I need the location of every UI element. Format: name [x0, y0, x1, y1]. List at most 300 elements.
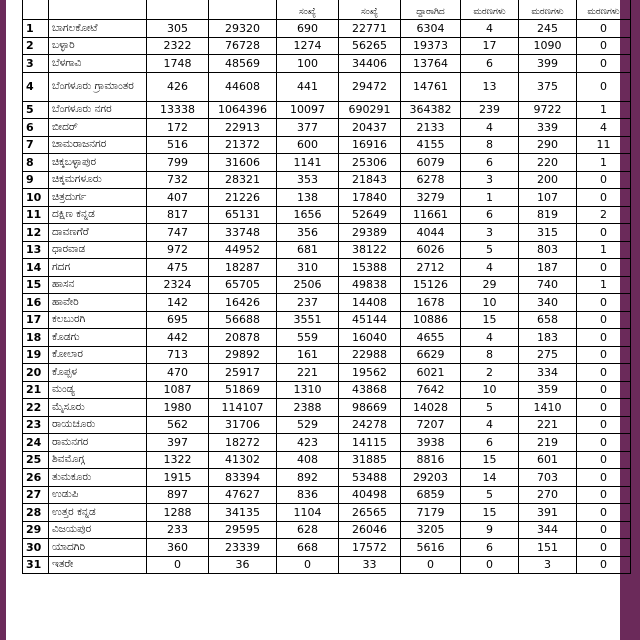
value-cell-c5: 0 [401, 556, 461, 574]
district-name-cell: ಚಾಮರಾಜನಗರ [49, 136, 147, 154]
value-cell-c7: 9722 [519, 101, 577, 119]
serial-number-cell: 19 [23, 346, 49, 364]
value-cell-c2: 33748 [209, 224, 277, 242]
value-cell-c1: 233 [147, 521, 209, 539]
value-cell-c7: 1410 [519, 399, 577, 417]
value-cell-c4: 26046 [339, 521, 401, 539]
serial-number-cell: 27 [23, 486, 49, 504]
value-cell-c2: 29320 [209, 20, 277, 38]
serial-number-cell: 17 [23, 311, 49, 329]
value-cell-c8: 0 [577, 329, 631, 347]
value-cell-c6: 4 [461, 259, 519, 277]
value-cell-c6: 6 [461, 55, 519, 73]
serial-number-cell: 24 [23, 434, 49, 452]
value-cell-c6: 5 [461, 399, 519, 417]
table-row [23, 364, 631, 382]
district-name-cell: ಬೆಂಗಳೂರು ನಗರ [49, 101, 147, 119]
value-cell-c7: 334 [519, 364, 577, 382]
value-cell-c8: 0 [577, 311, 631, 329]
value-cell-c5: 29203 [401, 469, 461, 487]
table-row [23, 206, 631, 224]
value-cell-c2: 65131 [209, 206, 277, 224]
value-cell-c1: 475 [147, 259, 209, 277]
value-cell-c5: 6278 [401, 171, 461, 189]
value-cell-c5: 5616 [401, 539, 461, 557]
value-cell-c3: 237 [277, 294, 339, 312]
value-cell-c1: 799 [147, 154, 209, 172]
value-cell-c3: 10097 [277, 101, 339, 119]
serial-number-cell: 23 [23, 416, 49, 434]
value-cell-c8: 1 [577, 101, 631, 119]
value-cell-c8: 1 [577, 276, 631, 294]
value-cell-c6: 6 [461, 154, 519, 172]
table-row [23, 136, 631, 154]
value-cell-c1: 562 [147, 416, 209, 434]
serial-number-cell: 16 [23, 294, 49, 312]
value-cell-c7: 344 [519, 521, 577, 539]
value-cell-c1: 442 [147, 329, 209, 347]
serial-number-cell: 5 [23, 101, 49, 119]
value-cell-c6: 17 [461, 37, 519, 55]
value-cell-c3: 1656 [277, 206, 339, 224]
value-cell-c4: 14408 [339, 294, 401, 312]
district-name-cell: ಉಡುಪಿ [49, 486, 147, 504]
value-cell-c1: 817 [147, 206, 209, 224]
district-name-cell: ಕೊಡಗು [49, 329, 147, 347]
value-cell-c6: 6 [461, 539, 519, 557]
value-cell-c8: 1 [577, 241, 631, 259]
value-cell-c6: 8 [461, 346, 519, 364]
table-row [23, 539, 631, 557]
value-cell-c8: 0 [577, 20, 631, 38]
district-name-cell: ಮೈಸೂರು [49, 399, 147, 417]
value-cell-c4: 20437 [339, 119, 401, 137]
value-cell-c2: 20878 [209, 329, 277, 347]
value-cell-c2: 65705 [209, 276, 277, 294]
value-cell-c8: 0 [577, 451, 631, 469]
value-cell-c5: 6021 [401, 364, 461, 382]
serial-number-cell: 1 [23, 20, 49, 38]
district-name-cell: ವಿಜಯಪುರ [49, 521, 147, 539]
value-cell-c7: 107 [519, 189, 577, 207]
value-cell-c4: 24278 [339, 416, 401, 434]
value-cell-c6: 10 [461, 294, 519, 312]
page-border-left [0, 0, 6, 640]
value-cell-c4: 49838 [339, 276, 401, 294]
table-row [23, 521, 631, 539]
header-cell [23, 0, 49, 20]
value-cell-c1: 1322 [147, 451, 209, 469]
value-cell-c8: 1 [577, 154, 631, 172]
value-cell-c2: 76728 [209, 37, 277, 55]
value-cell-c1: 470 [147, 364, 209, 382]
value-cell-c4: 25306 [339, 154, 401, 172]
value-cell-c4: 15388 [339, 259, 401, 277]
value-cell-c4: 56265 [339, 37, 401, 55]
table-row [23, 241, 631, 259]
value-cell-c6: 13 [461, 72, 519, 101]
value-cell-c7: 340 [519, 294, 577, 312]
value-cell-c4: 53488 [339, 469, 401, 487]
district-name-cell: ಕೋಲಾರ [49, 346, 147, 364]
value-cell-c7: 359 [519, 381, 577, 399]
serial-number-cell: 6 [23, 119, 49, 137]
value-cell-c2: 51869 [209, 381, 277, 399]
value-cell-c6: 4 [461, 329, 519, 347]
value-cell-c3: 377 [277, 119, 339, 137]
district-name-cell: ಕೊಪ್ಪಳ [49, 364, 147, 382]
value-cell-c5: 8816 [401, 451, 461, 469]
value-cell-c3: 668 [277, 539, 339, 557]
table-row [23, 154, 631, 172]
value-cell-c7: 270 [519, 486, 577, 504]
value-cell-c8: 0 [577, 72, 631, 101]
value-cell-c2: 48569 [209, 55, 277, 73]
value-cell-c8: 0 [577, 469, 631, 487]
value-cell-c3: 221 [277, 364, 339, 382]
value-cell-c7: 200 [519, 171, 577, 189]
value-cell-c7: 601 [519, 451, 577, 469]
value-cell-c7: 187 [519, 259, 577, 277]
district-name-cell: ರಾಮನಗರ [49, 434, 147, 452]
value-cell-c1: 0 [147, 556, 209, 574]
table-row [23, 72, 631, 101]
value-cell-c4: 43868 [339, 381, 401, 399]
value-cell-c7: 290 [519, 136, 577, 154]
value-cell-c2: 114107 [209, 399, 277, 417]
serial-number-cell: 9 [23, 171, 49, 189]
value-cell-c8: 0 [577, 364, 631, 382]
value-cell-c2: 31606 [209, 154, 277, 172]
value-cell-c7: 1090 [519, 37, 577, 55]
value-cell-c6: 8 [461, 136, 519, 154]
table-row [23, 276, 631, 294]
value-cell-c4: 22988 [339, 346, 401, 364]
value-cell-c2: 29595 [209, 521, 277, 539]
table-row [23, 486, 631, 504]
value-cell-c1: 397 [147, 434, 209, 452]
value-cell-c4: 22771 [339, 20, 401, 38]
serial-number-cell: 18 [23, 329, 49, 347]
value-cell-c5: 19373 [401, 37, 461, 55]
value-cell-c8: 0 [577, 521, 631, 539]
serial-number-cell: 3 [23, 55, 49, 73]
value-cell-c3: 408 [277, 451, 339, 469]
serial-number-cell: 29 [23, 521, 49, 539]
value-cell-c6: 239 [461, 101, 519, 119]
serial-number-cell: 15 [23, 276, 49, 294]
table-row [23, 451, 631, 469]
district-name-cell: ಇತರೇ [49, 556, 147, 574]
table-row [23, 346, 631, 364]
value-cell-c5: 364382 [401, 101, 461, 119]
value-cell-c7: 399 [519, 55, 577, 73]
value-cell-c5: 6026 [401, 241, 461, 259]
value-cell-c2: 28321 [209, 171, 277, 189]
header-cell: ದ್ದಾರಾಗಿದ [401, 0, 461, 20]
header-cell [147, 0, 209, 20]
serial-number-cell: 25 [23, 451, 49, 469]
value-cell-c1: 1980 [147, 399, 209, 417]
value-cell-c2: 31706 [209, 416, 277, 434]
value-cell-c3: 1274 [277, 37, 339, 55]
value-cell-c4: 29472 [339, 72, 401, 101]
value-cell-c4: 45144 [339, 311, 401, 329]
value-cell-c7: 703 [519, 469, 577, 487]
serial-number-cell: 12 [23, 224, 49, 242]
value-cell-c6: 15 [461, 311, 519, 329]
value-cell-c1: 1915 [147, 469, 209, 487]
value-cell-c8: 0 [577, 37, 631, 55]
value-cell-c7: 819 [519, 206, 577, 224]
serial-number-cell: 11 [23, 206, 49, 224]
value-cell-c8: 0 [577, 381, 631, 399]
value-cell-c7: 275 [519, 346, 577, 364]
value-cell-c1: 426 [147, 72, 209, 101]
value-cell-c5: 14028 [401, 399, 461, 417]
value-cell-c5: 7179 [401, 504, 461, 522]
serial-number-cell: 8 [23, 154, 49, 172]
value-cell-c3: 1104 [277, 504, 339, 522]
table-row [23, 259, 631, 277]
value-cell-c1: 2322 [147, 37, 209, 55]
value-cell-c7: 3 [519, 556, 577, 574]
serial-number-cell: 26 [23, 469, 49, 487]
header-cell: ಮರಣಗಳು [461, 0, 519, 20]
value-cell-c6: 4 [461, 119, 519, 137]
value-cell-c6: 3 [461, 224, 519, 242]
value-cell-c2: 34135 [209, 504, 277, 522]
district-name-cell: ಧಾರವಾಡ [49, 241, 147, 259]
value-cell-c6: 6 [461, 434, 519, 452]
district-name-cell: ಹಾವೇರಿ [49, 294, 147, 312]
value-cell-c2: 18272 [209, 434, 277, 452]
value-cell-c3: 600 [277, 136, 339, 154]
table-row [23, 434, 631, 452]
table-row [23, 416, 631, 434]
value-cell-c6: 2 [461, 364, 519, 382]
value-cell-c7: 221 [519, 416, 577, 434]
value-cell-c1: 1748 [147, 55, 209, 73]
value-cell-c8: 0 [577, 434, 631, 452]
value-cell-c7: 315 [519, 224, 577, 242]
value-cell-c2: 44608 [209, 72, 277, 101]
value-cell-c6: 15 [461, 451, 519, 469]
value-cell-c6: 9 [461, 521, 519, 539]
district-name-cell: ಶಿವಮೊಗ್ಗ [49, 451, 147, 469]
table-row [23, 37, 631, 55]
value-cell-c6: 29 [461, 276, 519, 294]
value-cell-c6: 14 [461, 469, 519, 487]
value-cell-c7: 391 [519, 504, 577, 522]
value-cell-c3: 3551 [277, 311, 339, 329]
value-cell-c5: 7642 [401, 381, 461, 399]
value-cell-c5: 13764 [401, 55, 461, 73]
value-cell-c7: 183 [519, 329, 577, 347]
value-cell-c4: 16040 [339, 329, 401, 347]
value-cell-c8: 0 [577, 171, 631, 189]
value-cell-c8: 0 [577, 486, 631, 504]
value-cell-c5: 11661 [401, 206, 461, 224]
value-cell-c4: 21843 [339, 171, 401, 189]
value-cell-c3: 1310 [277, 381, 339, 399]
value-cell-c1: 360 [147, 539, 209, 557]
value-cell-c1: 172 [147, 119, 209, 137]
district-name-cell: ಬೆಳಗಾವಿ [49, 55, 147, 73]
district-name-cell: ಬೀದರ್ [49, 119, 147, 137]
value-cell-c5: 1678 [401, 294, 461, 312]
value-cell-c4: 17840 [339, 189, 401, 207]
serial-number-cell: 4 [23, 72, 49, 101]
serial-number-cell: 14 [23, 259, 49, 277]
value-cell-c1: 732 [147, 171, 209, 189]
value-cell-c6: 0 [461, 556, 519, 574]
value-cell-c2: 56688 [209, 311, 277, 329]
value-cell-c3: 356 [277, 224, 339, 242]
table-row [23, 294, 631, 312]
value-cell-c2: 23339 [209, 539, 277, 557]
value-cell-c4: 31885 [339, 451, 401, 469]
value-cell-c3: 836 [277, 486, 339, 504]
header-cell [209, 0, 277, 20]
table-row [23, 20, 631, 38]
value-cell-c3: 161 [277, 346, 339, 364]
district-name-cell: ಬಾಗಲಕೋಟೆ [49, 20, 147, 38]
value-cell-c6: 5 [461, 486, 519, 504]
value-cell-c8: 0 [577, 504, 631, 522]
value-cell-c7: 219 [519, 434, 577, 452]
value-cell-c5: 4044 [401, 224, 461, 242]
header-cell: ಸಂಖ್ಯೆ [339, 0, 401, 20]
value-cell-c2: 25917 [209, 364, 277, 382]
table-row [23, 469, 631, 487]
value-cell-c6: 4 [461, 20, 519, 38]
value-cell-c7: 220 [519, 154, 577, 172]
value-cell-c6: 4 [461, 416, 519, 434]
value-cell-c3: 681 [277, 241, 339, 259]
value-cell-c6: 10 [461, 381, 519, 399]
district-name-cell: ಮಂಡ್ಯ [49, 381, 147, 399]
value-cell-c4: 29389 [339, 224, 401, 242]
value-cell-c8: 0 [577, 224, 631, 242]
value-cell-c3: 353 [277, 171, 339, 189]
value-cell-c3: 2388 [277, 399, 339, 417]
value-cell-c1: 305 [147, 20, 209, 38]
value-cell-c1: 516 [147, 136, 209, 154]
value-cell-c7: 339 [519, 119, 577, 137]
value-cell-c7: 245 [519, 20, 577, 38]
value-cell-c4: 690291 [339, 101, 401, 119]
table-row [23, 329, 631, 347]
value-cell-c8: 0 [577, 55, 631, 73]
value-cell-c3: 1141 [277, 154, 339, 172]
value-cell-c4: 52649 [339, 206, 401, 224]
value-cell-c4: 14115 [339, 434, 401, 452]
value-cell-c2: 21226 [209, 189, 277, 207]
value-cell-c3: 690 [277, 20, 339, 38]
serial-number-cell: 22 [23, 399, 49, 417]
serial-number-cell: 30 [23, 539, 49, 557]
serial-number-cell: 2 [23, 37, 49, 55]
table-row [23, 381, 631, 399]
district-stats-table [22, 0, 631, 574]
table-row [23, 119, 631, 137]
value-cell-c1: 695 [147, 311, 209, 329]
header-cell: ಸಂಖ್ಯೆ [277, 0, 339, 20]
value-cell-c2: 47627 [209, 486, 277, 504]
value-cell-c5: 14761 [401, 72, 461, 101]
table-body [23, 20, 631, 574]
value-cell-c4: 19562 [339, 364, 401, 382]
table-row [23, 189, 631, 207]
value-cell-c2: 1064396 [209, 101, 277, 119]
value-cell-c8: 0 [577, 539, 631, 557]
district-name-cell: ಬಳ್ಳಾರಿ [49, 37, 147, 55]
value-cell-c4: 17572 [339, 539, 401, 557]
serial-number-cell: 28 [23, 504, 49, 522]
value-cell-c3: 100 [277, 55, 339, 73]
header-cell: ಮರಣಗಳು [577, 0, 631, 20]
table-row [23, 101, 631, 119]
header-cell: ಮರಣಗಳು [519, 0, 577, 20]
district-name-cell: ದಕ್ಷಿಣ ಕನ್ನಡ [49, 206, 147, 224]
value-cell-c4: 38122 [339, 241, 401, 259]
value-cell-c8: 0 [577, 259, 631, 277]
serial-number-cell: 31 [23, 556, 49, 574]
district-name-cell: ಚಿಕ್ಕಬಳ್ಳಾಪುರ [49, 154, 147, 172]
value-cell-c5: 10886 [401, 311, 461, 329]
value-cell-c6: 3 [461, 171, 519, 189]
value-cell-c3: 310 [277, 259, 339, 277]
value-cell-c1: 747 [147, 224, 209, 242]
table-row [23, 556, 631, 574]
value-cell-c5: 4155 [401, 136, 461, 154]
value-cell-c2: 83394 [209, 469, 277, 487]
value-cell-c2: 16426 [209, 294, 277, 312]
value-cell-c2: 44952 [209, 241, 277, 259]
value-cell-c7: 658 [519, 311, 577, 329]
table-row [23, 504, 631, 522]
district-name-cell: ದಾವಣಗೆರೆ [49, 224, 147, 242]
table-row [23, 224, 631, 242]
value-cell-c6: 6 [461, 206, 519, 224]
value-cell-c2: 18287 [209, 259, 277, 277]
value-cell-c3: 441 [277, 72, 339, 101]
value-cell-c2: 41302 [209, 451, 277, 469]
serial-number-cell: 21 [23, 381, 49, 399]
value-cell-c8: 0 [577, 294, 631, 312]
value-cell-c5: 3205 [401, 521, 461, 539]
value-cell-c5: 6859 [401, 486, 461, 504]
value-cell-c5: 3938 [401, 434, 461, 452]
district-name-cell: ಗದಗ [49, 259, 147, 277]
serial-number-cell: 7 [23, 136, 49, 154]
value-cell-c7: 151 [519, 539, 577, 557]
value-cell-c5: 2133 [401, 119, 461, 137]
value-cell-c4: 98669 [339, 399, 401, 417]
value-cell-c3: 892 [277, 469, 339, 487]
value-cell-c8: 2 [577, 206, 631, 224]
value-cell-c3: 2506 [277, 276, 339, 294]
value-cell-c7: 375 [519, 72, 577, 101]
value-cell-c1: 13338 [147, 101, 209, 119]
value-cell-c2: 21372 [209, 136, 277, 154]
district-name-cell: ಚಿತ್ರದುರ್ಗ [49, 189, 147, 207]
district-name-cell: ರಾಯಚೂರು [49, 416, 147, 434]
table-header-row [23, 0, 631, 20]
serial-number-cell: 20 [23, 364, 49, 382]
value-cell-c4: 40498 [339, 486, 401, 504]
